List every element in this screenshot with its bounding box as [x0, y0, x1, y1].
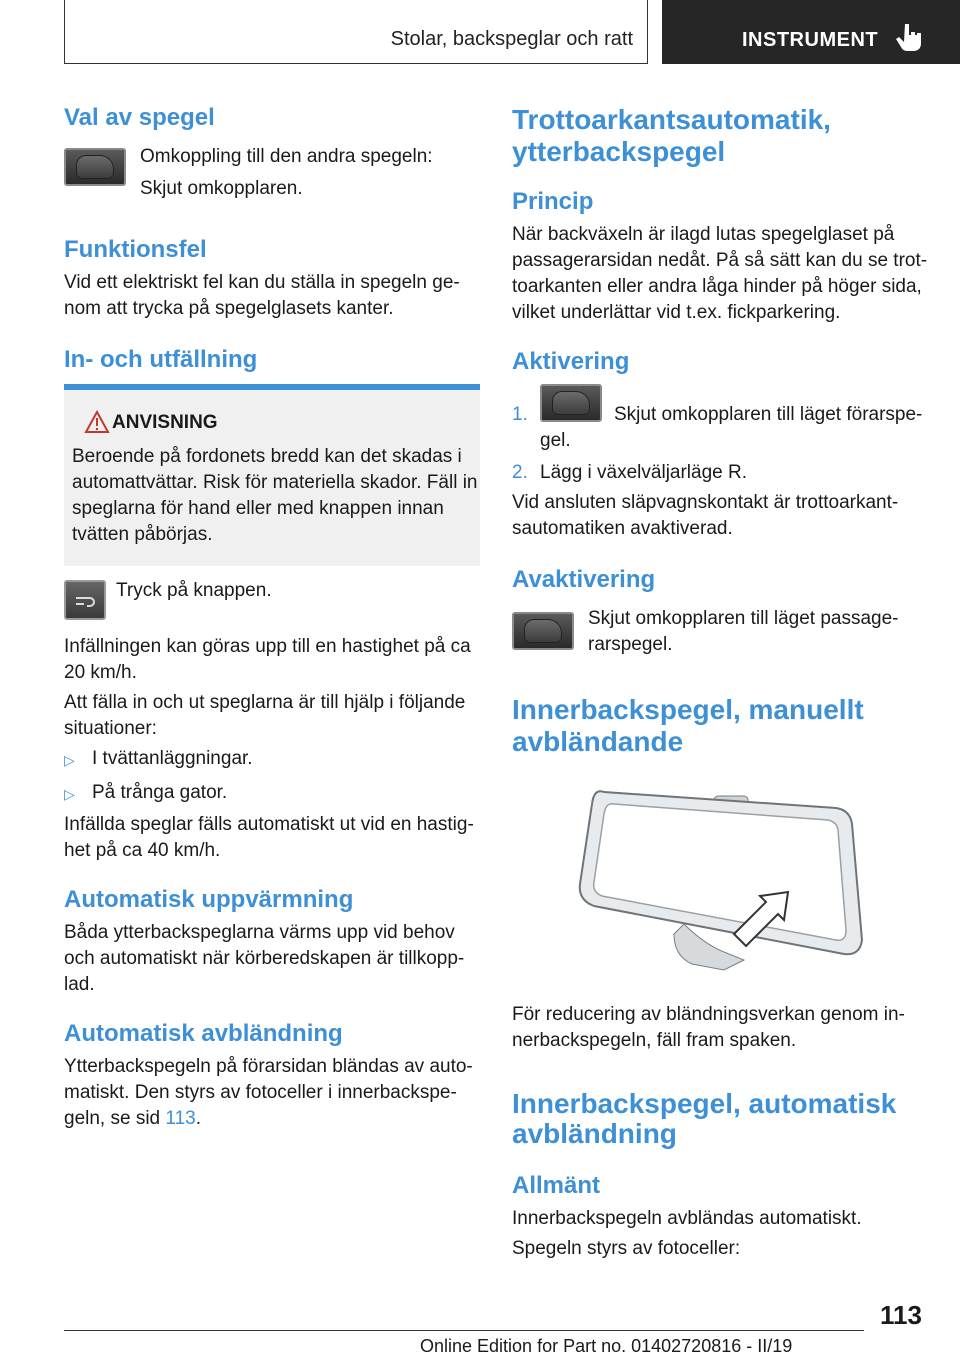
notice-line-2: automattvättar. Risk för materiella skador. Fäll in — [72, 472, 478, 493]
step-1-text-2: gel. — [540, 430, 571, 451]
bullet-triangle-icon: ▷ — [64, 752, 75, 768]
heading-trottoarkant-1: Trottoarkantsautomatik, — [512, 104, 831, 135]
heading-avaktivering: Avaktivering — [512, 566, 656, 593]
chapter-tab-label: INSTRUMENT — [742, 29, 879, 51]
fel-text-1: Vid ett elektriskt fel kan du ställa in spegeln ge- — [64, 272, 460, 293]
notice-line-3: speglarna för hand eller med knappen innan — [72, 498, 444, 519]
avakt-text-2: rarspegel. — [588, 634, 673, 655]
avbl-text-2: matiskt. Den styrs av fotoceller i innerbackspe- — [64, 1082, 457, 1103]
heading-princip: Princip — [512, 188, 594, 215]
val-text-1: Omkoppling till den andra spegeln: — [140, 146, 433, 167]
footer-divider — [64, 1330, 864, 1331]
infd-text-2: het på ca 40 km/h. — [64, 840, 221, 861]
hand-pointer-icon — [896, 22, 924, 57]
inf-text-2: 20 km/h. — [64, 662, 137, 683]
avbl-text-1: Ytterbackspegeln på förarsidan bländas av auto- — [64, 1056, 473, 1077]
avakt-text-1: Skjut omkopplaren till läget passage- — [588, 608, 899, 629]
red-text-1: För reducering av bländningsverkan genom in- — [512, 1004, 905, 1025]
notice-line-4: tvätten påbörjas. — [72, 524, 213, 545]
val-text-2: Skjut omkopplaren. — [140, 178, 303, 199]
varm-text-1: Båda ytterbackspeglarna värms upp vid behov — [64, 922, 455, 943]
red-text-2: nerbackspegeln, fäll fram spaken. — [512, 1030, 797, 1051]
inf-text-1: Infällningen kan göras upp till en hastighet på ca — [64, 636, 471, 657]
princip-text-2: passagerarsidan nedåt. På så sätt kan du se trot- — [512, 250, 928, 271]
mirror-switch-icon — [540, 384, 602, 422]
bullet-1-text: I tvättanläggningar. — [92, 748, 253, 769]
rearview-mirror-illustration — [574, 784, 864, 979]
heading-trottoarkant-2: ytterbackspegel — [512, 136, 726, 167]
princip-text-3: toarkanten eller andra låga hinder på höger sida, — [512, 276, 922, 297]
page-link-113[interactable]: 113 — [165, 1108, 196, 1129]
heading-inner-auto-2: avbländning — [512, 1118, 677, 1149]
heading-automatisk-uppvarmning: Automatisk uppvärmning — [64, 886, 354, 913]
fold-button-icon — [64, 580, 106, 620]
varm-text-2: och automatiskt när körberedskapen är tillkopp- — [64, 948, 465, 969]
notice-box — [64, 384, 480, 566]
att-text-2: situationer: — [64, 718, 157, 739]
bullet-triangle-icon: ▷ — [64, 786, 75, 802]
allm-text-1: Innerbackspegeln avbländas automatiskt. — [512, 1208, 862, 1229]
page-number: 113 — [880, 1300, 922, 1330]
avbl-text-3-pre: geln, se sid — [64, 1108, 166, 1129]
heading-aktivering: Aktivering — [512, 348, 630, 375]
allm-text-2: Spegeln styrs av fotoceller: — [512, 1238, 741, 1259]
bullet-2-text: På trånga gator. — [92, 782, 228, 803]
varm-text-3: lad. — [64, 974, 95, 995]
slap-text-2: sautomatiken avaktiverad. — [512, 518, 733, 539]
princip-text-4: vilket underlättar vid t.ex. fickparkering. — [512, 302, 841, 323]
avbl-text-3 — [64, 1106, 201, 1132]
step-2-number: 2. — [512, 462, 528, 483]
avbl-text-3-post: . — [195, 1108, 201, 1129]
mirror-switch-icon — [512, 612, 574, 650]
notice-line-1: Beroende på fordonets bredd kan det skadas i — [72, 446, 462, 467]
edition-text: Online Edition for Part no. 01402720816 - II/19 — [420, 1336, 793, 1356]
princip-text-1: När backväxeln är ilagd lutas spegelglaset på — [512, 224, 895, 245]
infd-text-1: Infällda speglar fälls automatiskt ut vid en hastig- — [64, 814, 474, 835]
heading-in-och-utfallning: In- och utfällning — [64, 346, 258, 373]
fel-text-2: nom att trycka på spegelglasets kanter. — [64, 298, 394, 319]
heading-inner-manuellt-1: Innerbackspegel, manuellt — [512, 694, 864, 725]
att-text-1: Att fälla in och ut speglarna är till hjälp i följande — [64, 692, 466, 713]
heading-inner-auto-1: Innerbackspegel, automatisk — [512, 1088, 897, 1119]
step-1-text-1: Skjut omkopplaren till läget förarspe- — [614, 404, 923, 425]
slap-text-1: Vid ansluten släpvagnskontakt är trottoarkant- — [512, 492, 899, 513]
heading-allmant: Allmänt — [512, 1172, 601, 1199]
step-2-text: Lägg i växelväljarläge R. — [540, 462, 748, 483]
section-title: Stolar, backspeglar och ratt — [390, 28, 633, 50]
heading-automatisk-avblandning: Automatisk avbländning — [64, 1020, 343, 1047]
notice-title: ANVISNING — [112, 412, 218, 433]
warning-triangle-icon — [84, 410, 110, 439]
heading-funktionsfel: Funktionsfel — [64, 236, 207, 263]
step-1-number: 1. — [512, 404, 528, 425]
chapter-tab[interactable] — [662, 0, 960, 64]
heading-inner-manuellt-2: avbländande — [512, 726, 684, 757]
mirror-switch-icon — [64, 148, 126, 186]
heading-val-av-spegel: Val av spegel — [64, 104, 215, 131]
tryck-text: Tryck på knappen. — [116, 580, 272, 601]
header-section-box — [64, 0, 648, 64]
